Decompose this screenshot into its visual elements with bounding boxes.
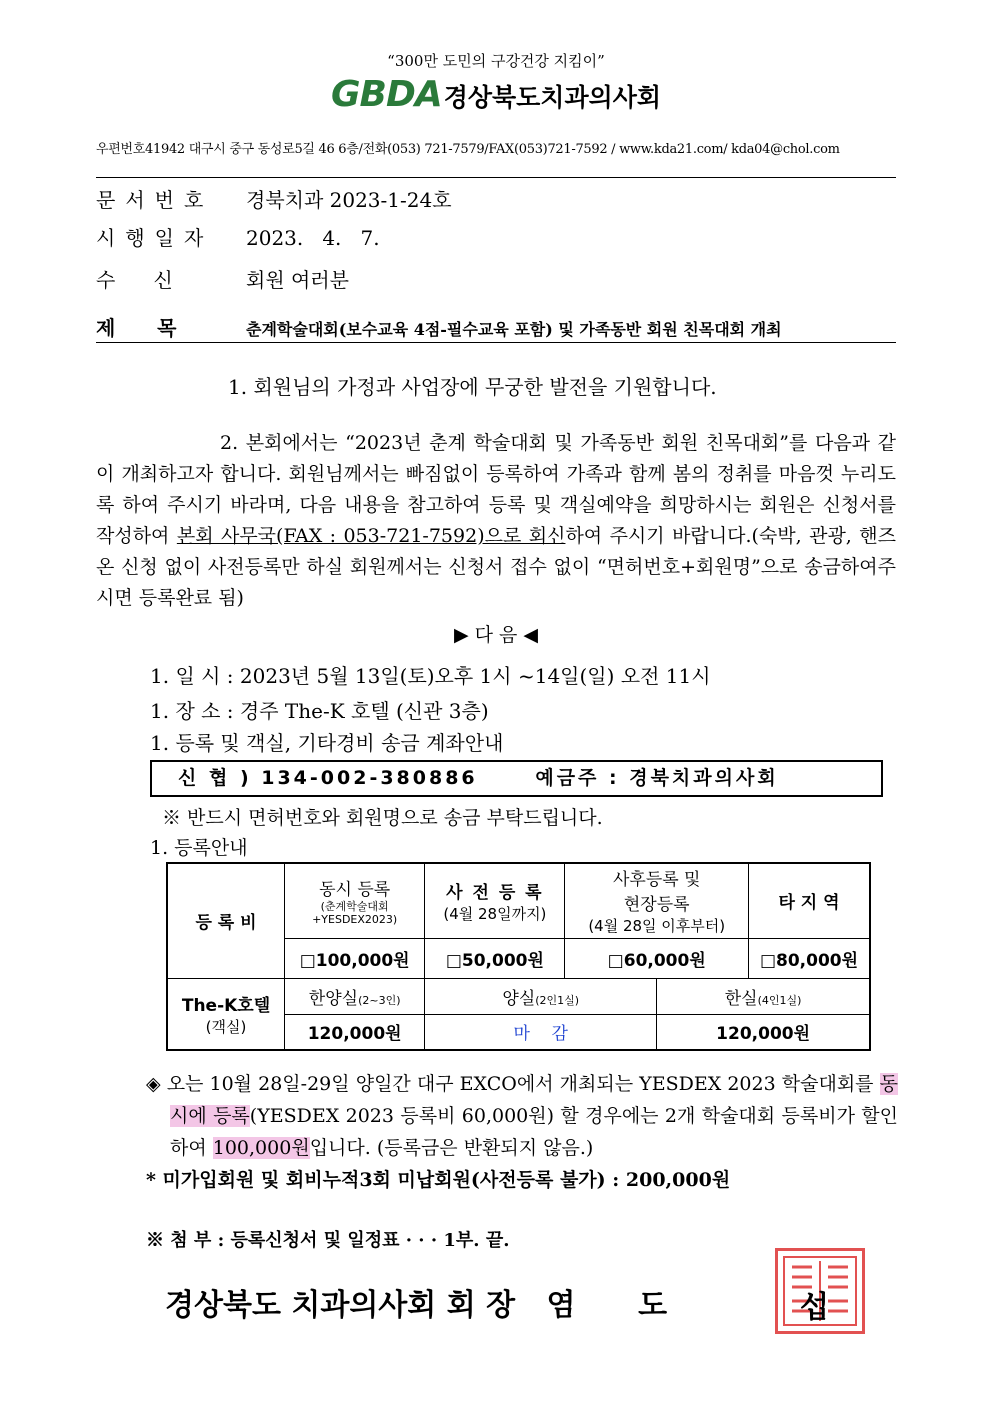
col-sub: (4월 28일까지): [443, 904, 547, 923]
col-post: [565, 863, 749, 938]
subject-label: 제 목: [96, 316, 177, 340]
recipient-row: [96, 264, 349, 293]
room-korean: [657, 978, 870, 1014]
date-value: 2023. 4. 7.: [246, 226, 380, 250]
account-note: ※ 반드시 면허번호와 회원명으로 송금 부탁드립니다.: [162, 807, 603, 829]
room-closed: 마 감: [425, 1014, 657, 1050]
recipient: 회원 여러분: [246, 268, 349, 292]
col-simultaneous: [285, 863, 425, 938]
paragraph-2-tail: 하여 주시기 바랍니다.(숙박, 관광, 핸즈온 신청 없이 사전등록만 하실 회원께서는 신청서 접수 없이 “면허번호+회원명”으로 송금하여주시면 등록완료 됨): [96, 525, 896, 609]
signature: 경상북도 치과의사회 회 장 염 도: [165, 1288, 668, 1323]
paragraph-1: 1. 회원님의 가정과 사업장에 무궁한 발전을 기원합니다.: [228, 375, 717, 399]
item-registration: 1. 등록안내: [150, 837, 248, 859]
attachment-note: ※ 첨 부 : 등록신청서 및 일정표 · · · 1부. 끝.: [146, 1230, 510, 1251]
address-line: 우편번호41942 대구시 중구 동성로5길 46 6층/전화(053) 721-7579/FAX(053)721-7592 / www.kda21.com/ kda04@chol.com: [96, 142, 840, 157]
note-text: ◈ 오는 10월 28일-29일 양일간 대구 EXCO에서 개최되는 YESDEX 2023 학술대회를: [146, 1073, 880, 1095]
room-name: 한실: [724, 988, 758, 1009]
fee-post: □60,000원: [565, 938, 749, 978]
col-sub: +YESDEX2023): [312, 913, 398, 927]
col-sub: (춘계학술대회: [320, 900, 389, 914]
col-title: 사후등록 및: [612, 870, 701, 891]
room-name: 한양실: [308, 988, 359, 1009]
org-name: 경상북도치과의사회: [443, 83, 662, 112]
room-sub: (2~3인): [358, 993, 401, 1007]
subject-row: [96, 312, 782, 341]
fee-other-region: □80,000원: [749, 938, 871, 978]
note-highlight: 동시에 등록: [170, 1073, 898, 1127]
account-box: 신 협 ) 134-002-380886 예금주 : 경북치과의사회: [150, 760, 883, 797]
hotel-sub: (객실): [205, 1017, 247, 1036]
paragraph-2: [96, 428, 896, 614]
col-other-region: 타 지 역: [749, 863, 871, 938]
date-label: 시행일자: [96, 226, 214, 250]
logo-mark: GBDA: [330, 74, 442, 115]
room-sub: (2인1실): [535, 993, 580, 1007]
seal-character: 섭: [800, 1290, 829, 1325]
doc-number-label: 문서번호: [96, 188, 214, 212]
col-title: 사 전 등 록: [446, 882, 544, 903]
note-highlight: 100,000원: [212, 1137, 310, 1159]
note-text: (YESDEX 2023 등록비 60,000원) 할 경우에는 2개 학술대회 등록비가 할인하여: [170, 1105, 898, 1159]
doc-number-row: [96, 184, 452, 213]
note-text: 입니다. (등록금은 반환되지 않음.): [309, 1137, 594, 1159]
divider: [96, 342, 896, 343]
col-sub: (4월 28일 이후부터): [588, 917, 726, 936]
item-place: 1. 장 소 : 경주 The-K 호텔 (신관 3층): [150, 699, 489, 723]
item-account: 1. 등록 및 객실, 기타경비 송금 계좌안내: [150, 731, 504, 755]
doc-number: 경북치과 2023-1-24호: [246, 188, 452, 212]
col-title: 동시 등록: [319, 880, 391, 901]
hotel-name: The-K호텔: [181, 995, 271, 1016]
date-row: [96, 222, 380, 251]
room-sub: (4인1실): [757, 993, 802, 1007]
subject: 춘계학술대회(보수교육 4점-필수교육 포함) 및 가족동반 회원 친목대회 개최: [246, 320, 782, 339]
registration-table: [166, 862, 871, 1051]
logo: [0, 74, 992, 114]
col-title: 현장등록: [623, 895, 690, 916]
recipient-label: 수 신: [96, 268, 173, 292]
item-time: 1. 일 시 : 2023년 5월 13일(토)오후 1시 ~14일(일) 오전 11시: [150, 664, 711, 688]
fee-pre: □50,000원: [425, 938, 565, 978]
fax-reply-text: 본회 사무국(FAX : 053-721-7592)으로 회신: [176, 525, 566, 547]
hotel-label: [167, 978, 285, 1050]
next-heading: ▶ 다 음 ◀: [453, 624, 539, 646]
divider: [96, 177, 896, 178]
note-yesdex: [146, 1068, 898, 1164]
slogan: “300만 도민의 구강건강 지킴이”: [387, 52, 605, 70]
fee-label: 등 록 비: [167, 863, 285, 978]
room-price: 120,000원: [285, 1014, 425, 1050]
col-pre: [425, 863, 565, 938]
paragraph-2-text: 2. 본회에서는 “2023년 춘계 학술대회 및 가족동반 회원 친목대회”를 다음과 같이 개최하고자 합니다. 회원님께서는 빠짐없이 등록하여 가족과 함께 봄의 정취를 마음껏 누리도록 하여 주시기 바라며, 다음 내용을 참고하여 등록 및 객실예약을 희망하시는 회원은 신청서를 작성하여: [96, 432, 896, 547]
fee-simultaneous: □100,000원: [285, 938, 425, 978]
note-nonmember: * 미가입회원 및 회비누적3회 미납회원(사전등록 불가) : 200,000원: [146, 1169, 731, 1191]
room-western: [425, 978, 657, 1014]
room-price: 120,000원: [657, 1014, 870, 1050]
room-name: 양실: [502, 988, 536, 1009]
room-korean-western: [285, 978, 425, 1014]
